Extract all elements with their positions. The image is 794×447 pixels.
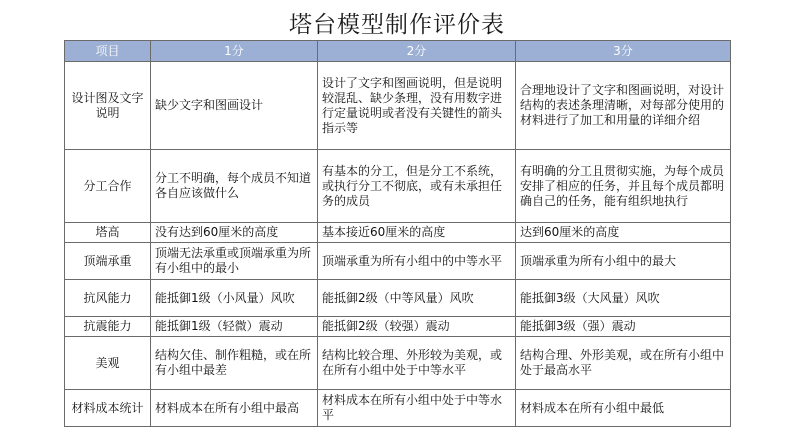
- row-item-label: 分工合作: [65, 150, 151, 223]
- score-2-cell: 设计了文字和图画说明，但是说明较混乱、缺少条理，没有用数字进行定量说明或者没有关键性的箭头指示等: [318, 62, 516, 150]
- table-header-row: [65, 41, 731, 62]
- score-2-cell: 结构比较合理、外形较为美观，或在所有小组中处于中等水平: [318, 337, 516, 390]
- table-row: [65, 62, 731, 150]
- row-item-label: 抗风能力: [65, 280, 151, 317]
- table-row: [65, 337, 731, 390]
- score-1-cell: 分工不明确，每个成员不知道各自应该做什么: [151, 150, 318, 223]
- row-item-label: 美观: [65, 337, 151, 390]
- score-1-cell: 没有达到60厘米的高度: [151, 223, 318, 243]
- row-item-label: 顶端承重: [65, 243, 151, 280]
- score-1-cell: 缺少文字和图画设计: [151, 62, 318, 150]
- score-3-cell: 顶端承重为所有小组中的最大: [516, 243, 731, 280]
- row-item-label: 设计图及文字说明: [65, 62, 151, 150]
- score-3-cell: 结构合理、外形美观，或在所有小组中处于最高水平: [516, 337, 731, 390]
- score-2-cell: 材料成本在所有小组中处于中等水平: [318, 390, 516, 427]
- score-3-cell: 材料成本在所有小组中最低: [516, 390, 731, 427]
- header-score-1: 1分: [151, 41, 318, 62]
- row-item-label: 抗震能力: [65, 317, 151, 337]
- page-title: 塔台模型制作评价表: [289, 12, 505, 38]
- row-item-label: 材料成本统计: [65, 390, 151, 427]
- evaluation-table: [64, 40, 731, 427]
- table-row: [65, 390, 731, 427]
- score-2-cell: 基本接近60厘米的高度: [318, 223, 516, 243]
- score-1-cell: 结构欠佳、制作粗糙，或在所有小组中最差: [151, 337, 318, 390]
- header-score-3: 3分: [516, 41, 731, 62]
- score-1-cell: 顶端无法承重或顶端承重为所有小组中的最小: [151, 243, 318, 280]
- score-2-cell: 能抵御2级（较强）震动: [318, 317, 516, 337]
- score-3-cell: 能抵御3级（强）震动: [516, 317, 731, 337]
- table-row: [65, 317, 731, 337]
- score-3-cell: 有明确的分工且贯彻实施，为每个成员安排了相应的任务，并且每个成员都明确自己的任务，能有组织地执行: [516, 150, 731, 223]
- score-2-cell: 能抵御2级（中等风量）风吹: [318, 280, 516, 317]
- score-2-cell: 顶端承重为所有小组中的中等水平: [318, 243, 516, 280]
- table-row: [65, 223, 731, 243]
- score-1-cell: 材料成本在所有小组中最高: [151, 390, 318, 427]
- table-row: [65, 150, 731, 223]
- score-3-cell: 能抵御3级（大风量）风吹: [516, 280, 731, 317]
- table-row: [65, 243, 731, 280]
- table-row: [65, 280, 731, 317]
- row-item-label: 塔高: [65, 223, 151, 243]
- header-item: 项目: [65, 41, 151, 62]
- score-3-cell: 达到60厘米的高度: [516, 223, 731, 243]
- score-1-cell: 能抵御1级（轻微）震动: [151, 317, 318, 337]
- header-score-2: 2分: [318, 41, 516, 62]
- score-3-cell: 合理地设计了文字和图画说明，对设计结构的表述条理清晰，对每部分使用的材料进行了加工和用量的详细介绍: [516, 62, 731, 150]
- score-1-cell: 能抵御1级（小风量）风吹: [151, 280, 318, 317]
- score-2-cell: 有基本的分工，但是分工不系统，或执行分工不彻底，或有未承担任务的成员: [318, 150, 516, 223]
